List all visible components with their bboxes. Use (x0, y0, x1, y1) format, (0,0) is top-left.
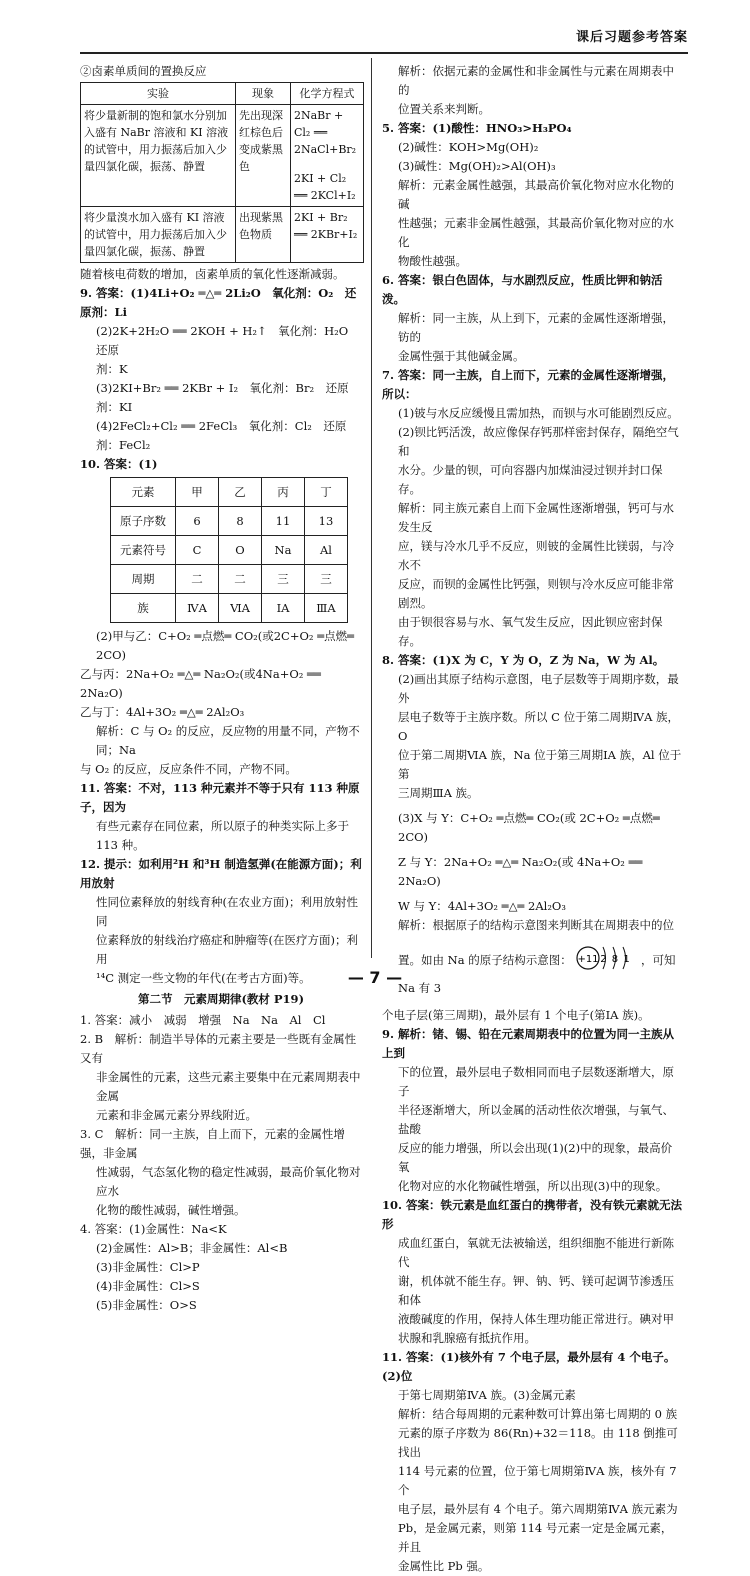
text-line: 解析：依据元素的金属性和非金属性与元素在周期表中的 (398, 64, 674, 97)
table-cell: ⅢA (305, 594, 348, 623)
table-cell: 11 (262, 507, 305, 536)
text-line: 物酸性越强。 (398, 254, 467, 268)
table-cell (291, 207, 364, 263)
text-line: 三周期ⅢA 族。 (398, 786, 479, 800)
text-line: 化物的酸性减弱，碱性增强。 (96, 1203, 246, 1217)
answer-line: 10. 答案：铁元素是血红蛋白的携带者，没有铁元素就无法形 (382, 1198, 683, 1231)
element-table (110, 477, 348, 623)
text-line: 113 种。 (96, 838, 145, 852)
text-span: 置。如由 Na 的原子结构示意图： (398, 953, 572, 967)
table-header: 现象 (236, 83, 291, 105)
table-header: 丁 (305, 478, 348, 507)
text-line: (2)金属性：Al>B；非金属性：Al<B (96, 1241, 288, 1255)
text-line: 反应，而钡的金属性比钙强，则钡与冷水反应可能非常剧烈。 (398, 577, 674, 610)
text-line: 元素和非金属元素分界线附近。 (96, 1108, 257, 1122)
text-line: (3)X 与 Y：C+O₂ ═点燃═ CO₂(或 2C+O₂ ═点燃═ 2CO) (398, 811, 660, 844)
table-header: 实验 (81, 83, 236, 105)
table-row (111, 594, 348, 623)
answer-line: 6. 答案：银白色固体，与水剧烈反应，性质比钾和钠活泼。 (382, 273, 663, 306)
column-divider (371, 58, 372, 958)
equation: 2KI + Cl₂ ══ 2KCl+I₂ (294, 172, 356, 202)
text-line: 有些元素存在同位素，所以原子的种类实际上多于 (96, 819, 349, 833)
atom-nucleus: +11 (577, 954, 599, 965)
table-header: 丙 (262, 478, 305, 507)
text-line: W 与 Y：4Al+3O₂ ═△═ 2Al₂O₃ (398, 899, 566, 913)
text-line: 液酸碱度的作用，保持人体生理功能正常进行。碘对甲 (398, 1312, 674, 1326)
table-cell (291, 105, 364, 207)
text-line: (3)非金属性：Cl>P (96, 1260, 200, 1274)
text-line: 性越强；元素非金属性越强，其最高价氧化物对应的水化 (398, 216, 674, 249)
text-line: 于第七周期第ⅣA 族。(3)金属元素 (398, 1388, 576, 1402)
answer-line: 5. 答案：(1)酸性：HNO₃>H₃PO₄ (382, 121, 572, 135)
text-line: 层电子数等于主族序数。所以 C 位于第二周期ⅣA 族，O (398, 710, 680, 743)
text-line: 位素释放的射线治疗癌症和肿瘤等(在医疗方面)；利用 (96, 933, 358, 966)
answer-line: 3. C 解析：同一主族，自上而下，元素的金属性增强，非金属 (80, 1127, 345, 1160)
text-line: 化物对应的水化物碱性增强，所以出现(3)中的现象。 (398, 1179, 668, 1193)
text-line: 成血红蛋白，氧就无法被输送，组织细胞不能进行新陈代 (398, 1236, 674, 1269)
text-line: 解析：同一主族，从上到下，元素的金属性逐渐增强，钫的 (398, 311, 674, 344)
text-line: 由于钡很容易与水、氧气发生反应，因此钡应密封保存。 (398, 615, 663, 648)
table-cell: ⅣA (176, 594, 219, 623)
table-cell: 出现紫黑色物质 (236, 207, 291, 263)
text-line: 状腺和乳腺癌有抵抗作用。 (398, 1331, 536, 1345)
table-cell: 三 (305, 565, 348, 594)
answer-line: 9. 解析：锗、锡、铅在元素周期表中的位置为同一主族从上到 (382, 1027, 675, 1060)
experiment-table (80, 82, 364, 263)
table-header: 化学方程式 (291, 83, 364, 105)
text-line: 与 O₂ 的反应，反应条件不同，产物不同。 (80, 762, 297, 776)
text-line: 元素的原子序数为 86(Rn)+32＝118。由 118 倒推可找出 (398, 1426, 678, 1459)
table-cell: Al (305, 536, 348, 565)
table-cell: 二 (176, 565, 219, 594)
table-cell: O (219, 536, 262, 565)
text-line: 随着核电荷数的增加，卤素单质的氧化性逐渐减弱。 (80, 267, 345, 281)
text-line: 半径逐渐增大，所以金属的活动性依次增强，与氧气、盐酸 (398, 1103, 674, 1136)
text-line: 水分。少量的钡，可向容器内加煤油浸过钡并封口保存。 (398, 463, 663, 496)
text-line: 乙与丙：2Na+O₂ ═△═ Na₂O₂(或4Na+O₂ ══ 2Na₂O) (80, 667, 321, 700)
text-span: ，可知 Na 有 3 (398, 953, 676, 995)
equation: 2NaBr + Cl₂ ══ 2NaCl+Br₂ (294, 109, 357, 156)
table-cell: 三 (262, 565, 305, 594)
table-cell: Na (262, 536, 305, 565)
text-line: ¹⁴C 测定一些文物的年代(在考古方面)等。 (96, 971, 311, 985)
text-line: (5)非金属性：O>S (96, 1298, 197, 1312)
text-line: 金属性比 Pb 强。 (398, 1559, 490, 1573)
table-cell: 先出现深红棕色后变成紫黑色 (236, 105, 291, 207)
table-header-row (111, 478, 348, 507)
text-line: (4)非金属性：Cl>S (96, 1279, 200, 1293)
text-line: (3)2KI+Br₂ ══ 2KBr + I₂ 氧化剂：Br₂ 还原剂：KI (96, 381, 349, 414)
text-line: 个电子层(第三周期)，最外层有 1 个电子(第ⅠA 族)。 (382, 1008, 650, 1022)
text-line: 反应的能力增强，所以会出现(1)(2)中的现象，最高价氧 (398, 1141, 673, 1174)
text-line: 电子层，最外层有 4 个电子。第六周期第ⅣA 族元素为 (398, 1502, 678, 1516)
text-line: 114 号元素的位置，位于第七周期第ⅣA 族，核外有 7 个 (398, 1464, 677, 1497)
left-column (80, 62, 362, 1315)
table-header: 甲 (176, 478, 219, 507)
text-line: (2)2K+2H₂O ══ 2KOH + H₂↑ 氧化剂：H₂O 还原 (96, 324, 360, 357)
text-line: (2)钡比钙活泼，故应像保存钙那样密封保存，隔绝空气和 (398, 425, 679, 458)
text-line: 性减弱，气态氢化物的稳定性减弱，最高价氧化物对应水 (96, 1165, 361, 1198)
table-cell: ⅠA (262, 594, 305, 623)
text-line: (2)画出其原子结构示意图，电子层数等于周期序数，最外 (398, 672, 679, 705)
right-column (382, 62, 682, 1576)
section-title: 第二节 元素周期律(教材 P19) (137, 992, 305, 1006)
text-line: (1)铍与水反应缓慢且需加热，而钡与水可能剧烈反应。 (398, 406, 679, 420)
atom-shells: 2 8 1 (600, 954, 631, 965)
text-line: 位于第二周期ⅥA 族，Na 位于第三周期ⅠA 族，Al 位于第 (398, 748, 682, 781)
text-line: 解析：根据原子的结构示意图来判断其在周期表中的位 (398, 918, 674, 932)
text-line: 乙与丁：4Al+3O₂ ═△═ 2Al₂O₃ (80, 705, 245, 719)
table-header-row (81, 83, 364, 105)
table-cell: 元素符号 (111, 536, 176, 565)
text-line: 解析：元素金属性越强，其最高价氧化物对应水化物的碱 (398, 178, 674, 211)
table-cell: 二 (219, 565, 262, 594)
header-rule (80, 52, 688, 54)
table-cell: 族 (111, 594, 176, 623)
table-cell: 6 (176, 507, 219, 536)
text-line: Z 与 Y：2Na+O₂ ═△═ Na₂O₂(或 4Na+O₂ ══ 2Na₂O) (398, 855, 643, 888)
answer-line: 2. B 解析：制造半导体的元素主要是一些既有金属性又有 (80, 1032, 357, 1065)
table-header: 乙 (219, 478, 262, 507)
text-line: 位置关系来判断。 (398, 102, 490, 116)
table-row (111, 565, 348, 594)
answer-line: 12. 提示：如利用²H 和³H 制造氢弹(在能源方面)；利用放射 (80, 857, 362, 890)
table-cell: C (176, 536, 219, 565)
page-header-title: 课后习题参考答案 (575, 30, 688, 45)
table-cell: 周期 (111, 565, 176, 594)
answer-line: 8. 答案：(1)X 为 C，Y 为 O，Z 为 Na，W 为 Al。 (382, 653, 665, 667)
table-row (81, 105, 364, 207)
equation: 2KI + Br₂ ══ 2KBr+I₂ (294, 211, 358, 241)
answer-line: 1. 答案：减小 减弱 增强 Na Na Al Cl (80, 1013, 326, 1027)
text-line: 应，镁与冷水几乎不反应，则铍的金属性比镁弱，与冷水不 (398, 539, 674, 572)
answer-line: 11. 答案：不对，113 种元素并不等于只有 113 种原子，因为 (80, 781, 360, 814)
table-header: 元素 (111, 478, 176, 507)
text-line: 解析：同主族元素自上而下金属性逐渐增强，钙可与水发生反 (398, 501, 674, 534)
table-cell: 8 (219, 507, 262, 536)
table-cell: 将少量新制的饱和氯水分别加入盛有 NaBr 溶液和 KI 溶液的试管中，用力振荡后加入少量四氯化碳，振荡、静置 (81, 105, 236, 207)
text-line: ②卤素单质间的置换反应 (80, 64, 207, 78)
text-line: 性同位素释放的射线育种(在农业方面)；利用放射性同 (96, 895, 358, 928)
answer-line: 4. 答案：(1)金属性：Na<K (80, 1222, 227, 1236)
table-cell: 将少量溴水加入盛有 KI 溶液的试管中，用力振荡后加入少量四氯化碳，振荡、静置 (81, 207, 236, 263)
table-row (111, 536, 348, 565)
text-line: 解析：C 与 O₂ 的反应，反应物的用量不同，产物不同；Na (96, 724, 360, 757)
text-line: 解析：结合每周期的元素种数可计算出第七周期的 0 族 (398, 1407, 678, 1421)
page-number: — 7 — (347, 968, 403, 987)
table-cell: 13 (305, 507, 348, 536)
answer-line: 10. 答案：(1) (80, 457, 158, 471)
table-cell: 原子序数 (111, 507, 176, 536)
answer-line: 11. 答案：(1)核外有 7 个电子层，最外层有 4 个电子。(2)位 (382, 1350, 676, 1383)
text-line: 非金属性的元素，这些元素主要集中在元素周期表中金属 (96, 1070, 361, 1103)
table-cell: ⅥA (219, 594, 262, 623)
text-line: (4)2FeCl₂+Cl₂ ══ 2FeCl₃ 氧化剂：Cl₂ 还原剂：FeCl₂ (96, 419, 347, 452)
table-row (81, 207, 364, 263)
text-line: 剂：K (96, 362, 128, 376)
table-row (111, 507, 348, 536)
text-line: Pb，是金属元素，则第 114 号元素一定是金属元素，并且 (398, 1521, 673, 1554)
text-line: (2)甲与乙：C+O₂ ═点燃═ CO₂(或2C+O₂ ═点燃═ 2CO) (96, 629, 355, 662)
text-line: 谢，机体就不能生存。钾、钠、钙、镁可起调节渗透压和体 (398, 1274, 674, 1307)
text-line: (3)碱性：Mg(OH)₂>Al(OH)₃ (398, 159, 556, 173)
text-line: 下的位置，最外层电子数相同而电子层数逐渐增大，原子 (398, 1065, 674, 1098)
answer-line: 9. 答案：(1)4Li+O₂ ═△═ 2Li₂O 氧化剂：O₂ 还原剂：Li (80, 286, 357, 319)
answer-line: 7. 答案：同一主族，自上而下，元素的金属性逐渐增强，所以： (382, 368, 675, 401)
text-line: 金属性强于其他碱金属。 (398, 349, 525, 363)
text-line: (2)碱性：KOH>Mg(OH)₂ (398, 140, 539, 154)
